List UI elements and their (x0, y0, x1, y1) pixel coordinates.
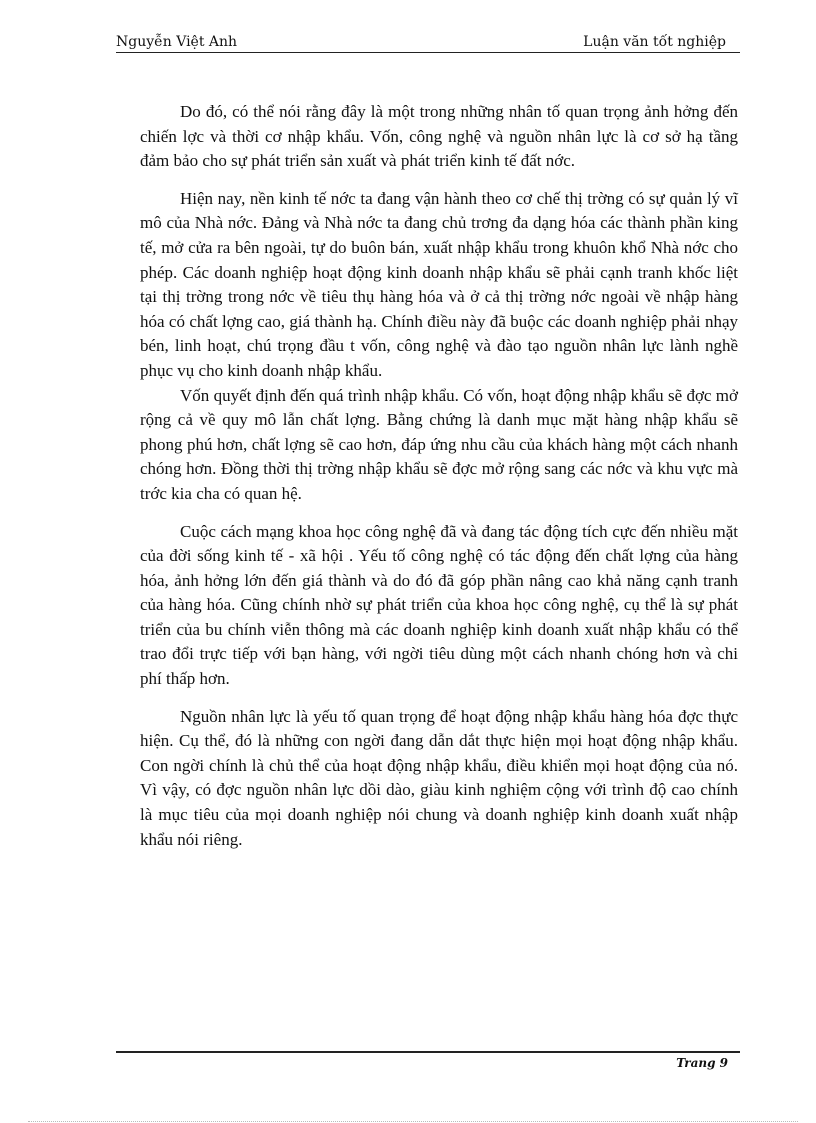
page-number: Trang 9 (676, 1056, 728, 1070)
paragraph-2: Hiện nay, nền kinh tế nớc ta đang vận hành theo cơ chế thị trờng có sự quản lý vĩ mô của Nhà nớc. Đảng và Nhà nớc ta đang chủ trơng đa dạng hóa các thành phần king tế, mở cửa ra bên ngoài, tự do buôn bán, xuất nhập khẩu trong khuôn khổ Nhà nớc cho phép. Các doanh nghiệp hoạt động kinh doanh nhập khẩu sẽ phải cạnh tranh khốc liệt tại thị trờng trong nớc về tiêu thụ hàng hóa và ở cả thị trờng nớc ngoài về nhập hàng hóa có chất lợng cao, giá thành hạ. Chính điều này đã buộc các doanh nghiệp phải nhạy bén, linh hoạt, chú trọng đầu t vốn, công nghệ và đào tạo nguồn nhân lực lành nghề phục vụ cho kinh doanh nhập khẩu. (140, 188, 738, 380)
paragraph-5: Nguồn nhân lực là yếu tố quan trọng để hoạt động nhập khẩu hàng hóa đợc thực hiện. Cụ thể, đó là những con ngời đang dẫn dắt thực hiện mọi hoạt động nhập khẩu. Con ngời chính là chủ thể của hoạt động nhập khẩu, điều khiển mọi hoạt động của nó. Vì vậy, có đợc nguồn nhân lực dồi dào, giàu kinh nghiệm cộng với trình độ cao chính là mục tiêu của mọi doanh nghiệp nói chung và doanh nghiệp kinh doanh xuất nhập khẩu nói riêng. (140, 706, 738, 849)
page-header (116, 34, 738, 54)
paragraph-3: Vốn quyết định đến quá trình nhập khẩu. Có vốn, hoạt động nhập khẩu sẽ đợc mở rộng cả về quy mô lẫn chất lợng. Bằng chứng là danh mục mặt hàng nhập khẩu sẽ phong phú hơn, chất lợng sẽ cao hơn, đáp ứng nhu cầu của khách hàng một cách nhanh chóng hơn. Đồng thời thị trờng nhập khẩu sẽ đợc mở rộng sang các nớc và khu vực mà trớc kia cha có quan hệ. (140, 385, 738, 503)
paragraph-1: Do đó, có thể nói rằng đây là một trong những nhân tố quan trọng ảnh hởng đến chiến lợc và thời cơ nhập khẩu. Vốn, công nghệ và nguồn nhân lực là cơ sở hạ tầng đảm bảo cho sự phát triển sản xuất và phát triển kinh tế đất nớc. (140, 102, 738, 171)
thesis-label: Luận văn tốt nghiệp (583, 34, 726, 50)
author-name: Nguyễn Việt Anh (116, 34, 238, 50)
page-bottom-border (28, 1121, 798, 1122)
footer-divider (116, 1051, 740, 1053)
header-divider (116, 52, 740, 53)
paragraph-4: Cuộc cách mạng khoa học công nghệ đã và đang tác động tích cực đến nhiều mặt của đời sống kinh tế - xã hội . Yếu tố công nghệ có tác động đến chất lợng của hàng hóa, ảnh hởng lớn đến giá thành và do đó đã góp phần nâng cao khả năng cạnh tranh của hàng hóa. Cũng chính nhờ sự phát triển của khoa học công nghệ, cụ thể là sự phát triển của bu chính viễn thông mà các doanh nghiệp kinh doanh xuất nhập khẩu có thể trao đổi trực tiếp với bạn hàng, với ngời tiêu dùng một cách nhanh chóng hơn và chi phí thấp hơn. (140, 521, 738, 689)
body-text (140, 100, 738, 852)
